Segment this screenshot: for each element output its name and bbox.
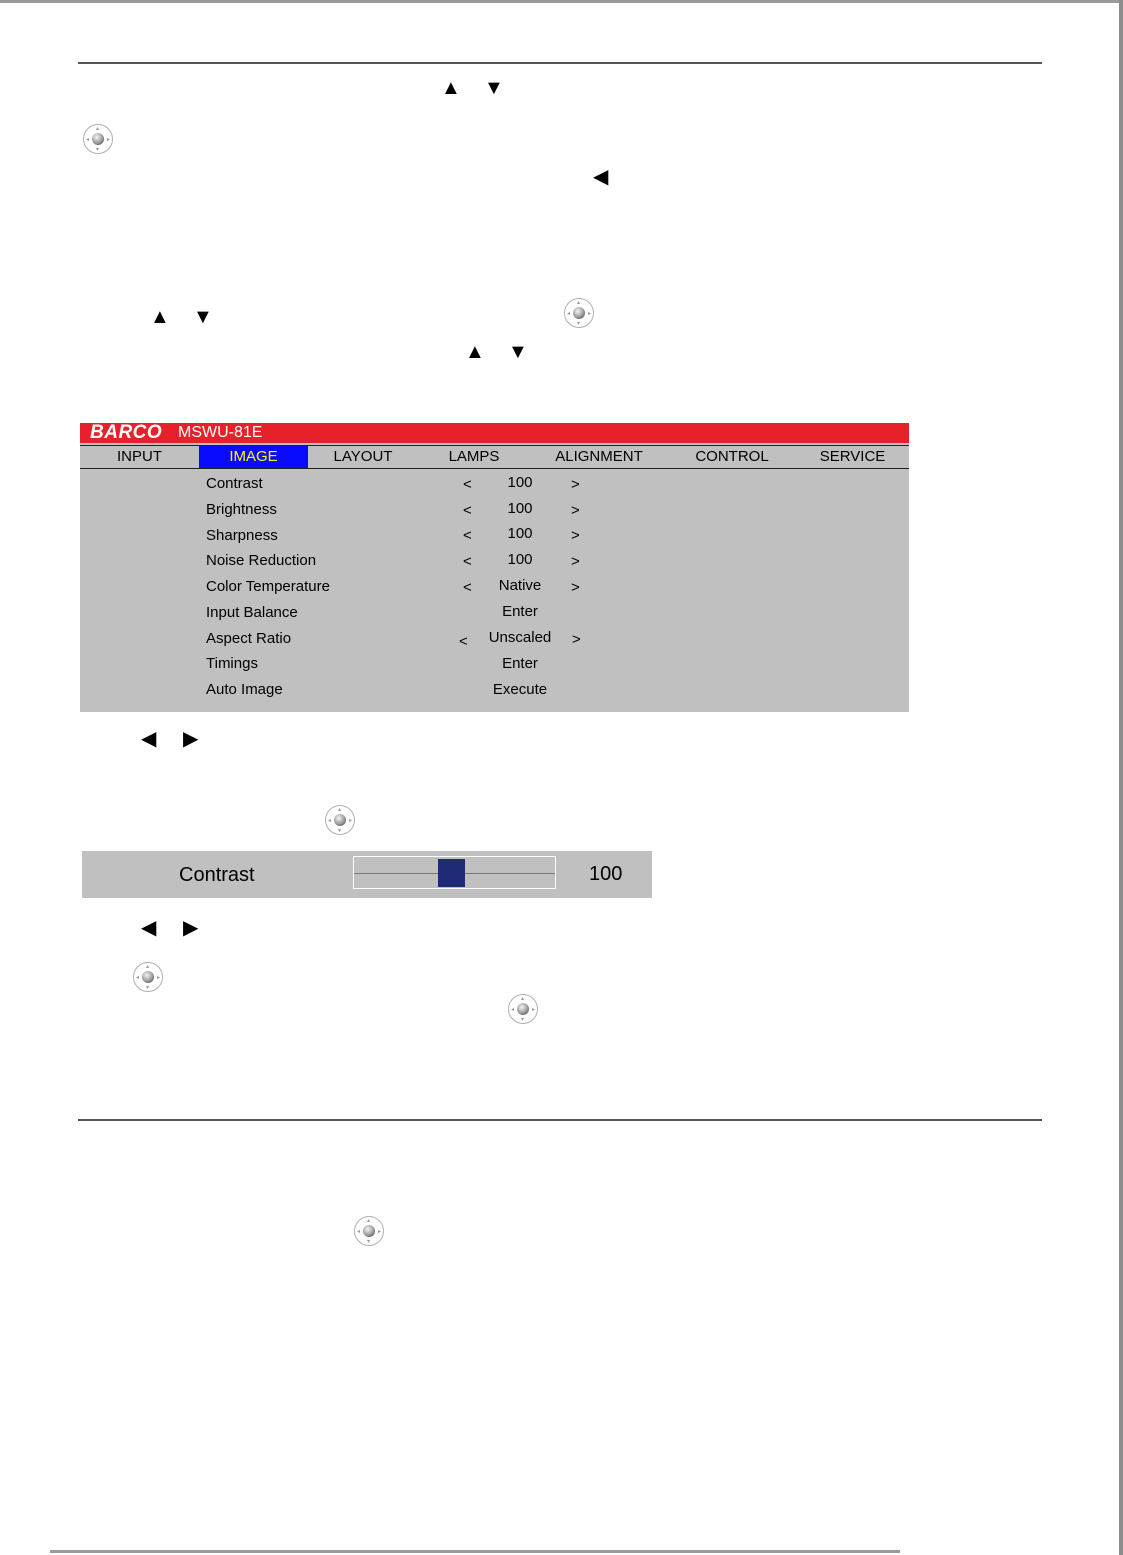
arrow-up-icon: ▲ xyxy=(465,341,485,363)
decrease-arrow[interactable]: < xyxy=(463,579,472,596)
arrow-up-icon: ▲ xyxy=(150,306,170,328)
tab-layout[interactable]: LAYOUT xyxy=(333,448,393,465)
arrow-right-icon: ▶ xyxy=(183,728,199,750)
osd-tab-bar xyxy=(80,445,909,469)
arrow-left-icon: ◀ xyxy=(141,728,157,750)
menu-row-value: Enter xyxy=(502,603,538,620)
arrow-left-icon: ◀ xyxy=(141,917,157,939)
decrease-arrow[interactable]: < xyxy=(463,527,472,544)
section-rule-bottom xyxy=(78,1119,1042,1121)
menu-row-value: Execute xyxy=(492,681,548,698)
menu-row-value: Enter xyxy=(502,655,538,672)
menu-row-label: Color Temperature xyxy=(206,578,330,595)
menu-row-label: Contrast xyxy=(206,475,263,492)
joystick-icon: ▴ ▾ ◂ ▸ xyxy=(83,124,113,154)
section-rule-top xyxy=(78,62,1042,64)
tab-input[interactable]: INPUT xyxy=(117,448,162,465)
menu-row-label: Sharpness xyxy=(206,527,278,544)
increase-arrow[interactable]: > xyxy=(571,527,580,544)
arrow-down-icon: ▼ xyxy=(508,341,528,363)
tab-image[interactable]: IMAGE xyxy=(199,446,308,468)
menu-row-label: Aspect Ratio xyxy=(206,630,292,647)
increase-arrow[interactable]: > xyxy=(571,579,580,596)
tab-lamps[interactable]: LAMPS xyxy=(448,448,500,465)
menu-row-label: Auto Image xyxy=(206,681,283,698)
model-name: MSWU-81E xyxy=(178,424,263,441)
joystick-icon: ▴ ▾ ◂ ▸ xyxy=(508,994,538,1024)
slider-value: 100 xyxy=(589,863,623,885)
menu-row-value: Unscaled xyxy=(488,629,552,646)
menu-row-value: Native xyxy=(498,577,542,594)
page-footer-rule xyxy=(50,1550,900,1553)
page-right-border xyxy=(1119,0,1123,1555)
contrast-slider-panel xyxy=(82,851,652,898)
menu-row-value: 100 xyxy=(507,500,533,517)
decrease-arrow[interactable]: < xyxy=(463,553,472,570)
tab-service[interactable]: SERVICE xyxy=(819,448,886,465)
increase-arrow[interactable]: > xyxy=(571,502,580,519)
menu-row-value: 100 xyxy=(507,551,533,568)
joystick-icon: ▴ ▾ ◂ ▸ xyxy=(133,962,163,992)
arrow-down-icon: ▼ xyxy=(193,306,213,328)
menu-row-value: 100 xyxy=(507,474,533,491)
menu-row-value: 100 xyxy=(507,525,533,542)
brand-logo: BARCO xyxy=(90,422,163,443)
arrow-right-icon: ▶ xyxy=(183,917,199,939)
tab-alignment[interactable]: ALIGNMENT xyxy=(555,448,643,465)
osd-image-menu xyxy=(80,423,909,712)
menu-row-label: Noise Reduction xyxy=(206,552,317,569)
arrow-up-icon: ▲ xyxy=(441,77,461,99)
decrease-arrow[interactable]: < xyxy=(463,502,472,519)
slider-thumb[interactable] xyxy=(438,859,465,887)
slider-label: Contrast xyxy=(179,864,255,886)
joystick-icon: ▴ ▾ ◂ ▸ xyxy=(354,1216,384,1246)
increase-arrow[interactable]: > xyxy=(571,476,580,493)
decrease-arrow[interactable]: < xyxy=(463,476,472,493)
menu-row-label: Timings xyxy=(206,655,258,672)
slider-track[interactable] xyxy=(353,856,556,889)
arrow-down-icon: ▼ xyxy=(484,77,504,99)
arrow-left-icon: ◀ xyxy=(593,166,609,188)
menu-row-label: Brightness xyxy=(206,501,277,518)
osd-title-bar xyxy=(80,423,909,443)
menu-row-label: Input Balance xyxy=(206,604,298,621)
page-top-border xyxy=(0,0,1123,3)
decrease-arrow[interactable]: < xyxy=(459,633,468,650)
increase-arrow[interactable]: > xyxy=(572,631,581,648)
tab-control[interactable]: CONTROL xyxy=(695,448,769,465)
increase-arrow[interactable]: > xyxy=(571,553,580,570)
joystick-icon: ▴ ▾ ◂ ▸ xyxy=(325,805,355,835)
joystick-icon: ▴ ▾ ◂ ▸ xyxy=(564,298,594,328)
